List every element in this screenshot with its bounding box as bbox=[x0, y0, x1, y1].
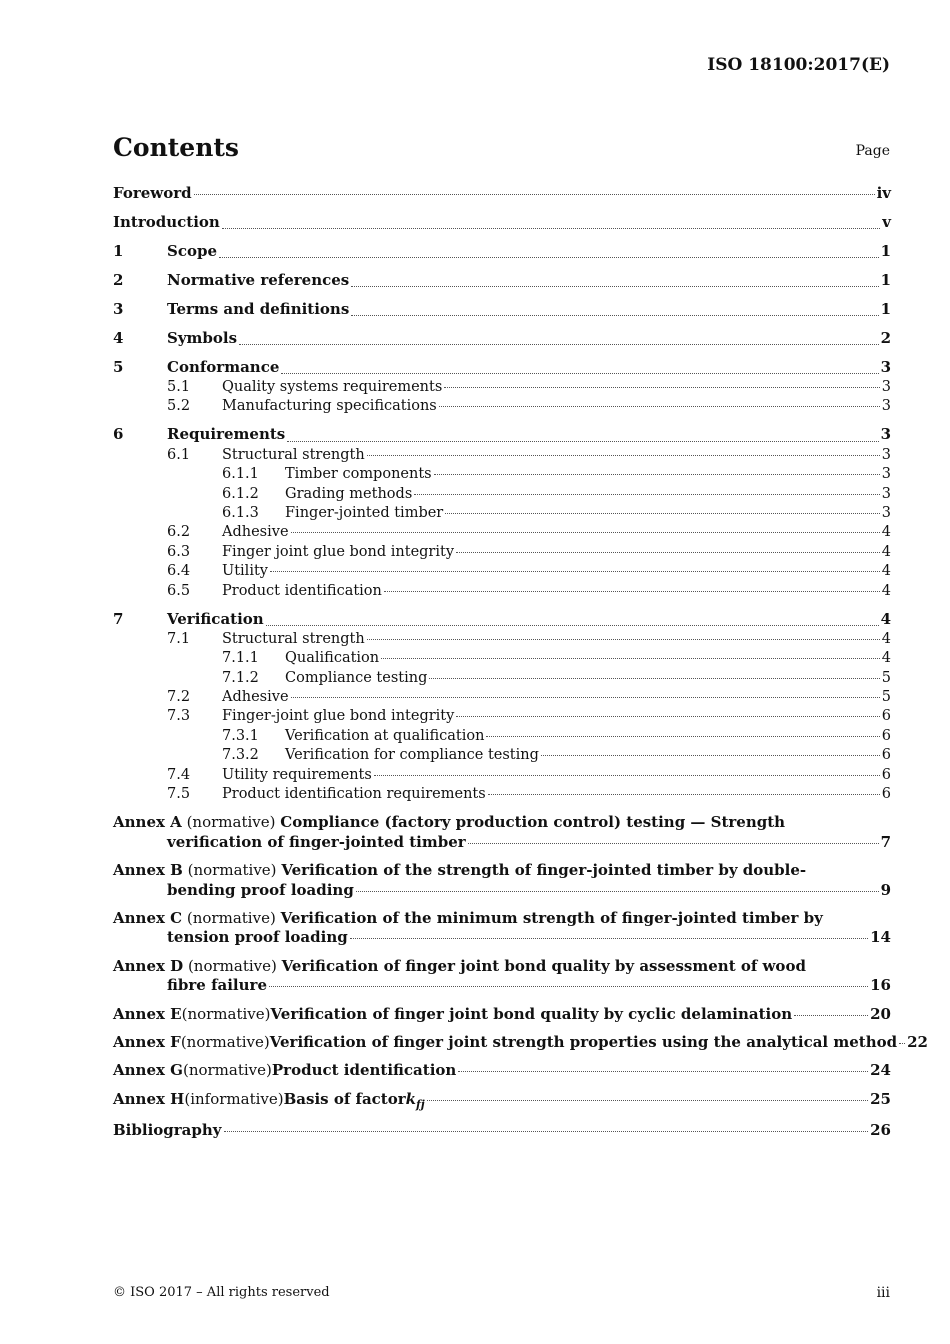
annex-label: Annex D bbox=[113, 956, 184, 975]
toc-entry[interactable] bbox=[113, 465, 891, 484]
toc-entry-page: 3 bbox=[880, 425, 891, 444]
toc-entry-page: 3 bbox=[881, 379, 891, 395]
toc-entry-page: 4 bbox=[881, 582, 891, 599]
dot-leader bbox=[281, 373, 878, 374]
toc-entry-title: Verification for compliance testing bbox=[285, 747, 539, 764]
toc-annexes bbox=[113, 813, 928, 1114]
toc-entry-page: 6 bbox=[881, 786, 891, 803]
dot-leader bbox=[374, 775, 880, 776]
toc-entry-title: Verification at qualification bbox=[285, 727, 485, 744]
toc-entry-number: 7 bbox=[113, 609, 124, 628]
toc-entry-number: 7.2 bbox=[167, 689, 191, 706]
toc-entry-title: Introduction bbox=[113, 212, 220, 231]
annex-title: verification of finger-jointed timber bbox=[167, 832, 466, 851]
toc-entry-bibliography[interactable] bbox=[113, 1121, 891, 1140]
dot-leader bbox=[458, 1071, 868, 1072]
annex-label: Annex H bbox=[113, 1089, 185, 1108]
toc-entry-page: 3 bbox=[880, 357, 891, 376]
toc-entry-title: Compliance testing bbox=[285, 669, 428, 686]
toc-entry[interactable] bbox=[113, 785, 891, 804]
toc-entry-number: 7.1 bbox=[167, 630, 191, 647]
toc-entry[interactable] bbox=[113, 397, 891, 416]
annex-title: bending proof loading bbox=[167, 880, 354, 899]
toc-entry-title: Adhesive bbox=[222, 524, 289, 541]
toc-entry-number: 6.1.3 bbox=[222, 504, 259, 521]
toc-entry-number: 5 bbox=[113, 357, 124, 376]
toc-entry-page: 3 bbox=[881, 485, 891, 502]
toc-entry[interactable] bbox=[113, 320, 891, 349]
annex-label: Annex C bbox=[113, 909, 183, 928]
dot-leader bbox=[350, 938, 868, 939]
factor-symbol-subscript: fj bbox=[416, 1097, 425, 1111]
toc-entry-page: 3 bbox=[881, 504, 891, 521]
factor-symbol bbox=[406, 1090, 425, 1114]
dot-leader bbox=[381, 658, 880, 659]
toc-entry-title: Conformance bbox=[167, 357, 280, 376]
toc-entry-title: Finger-jointed timber bbox=[285, 504, 444, 521]
toc-entry-title: Terms and definitions bbox=[167, 299, 350, 318]
toc-entry-number: 6.4 bbox=[167, 563, 191, 580]
dot-leader bbox=[439, 406, 880, 407]
toc-entry[interactable] bbox=[113, 378, 891, 397]
copyright-notice: © ISO 2017 – All rights reserved bbox=[113, 1285, 330, 1300]
annex-title: tension proof loading bbox=[167, 928, 348, 947]
annex-label: Annex G bbox=[113, 1061, 183, 1080]
toc-entry-number: 6.1 bbox=[167, 446, 191, 463]
toc-entry-number: 6.1.2 bbox=[222, 485, 259, 502]
annex-title-line1: Verification of the minimum strength of finger-jointed timber by bbox=[280, 909, 823, 928]
toc-entries bbox=[113, 184, 891, 804]
toc-entry-annex[interactable] bbox=[113, 813, 891, 852]
annex-label: Annex F bbox=[113, 1033, 181, 1052]
toc-entry-page: 5 bbox=[881, 689, 891, 706]
annex-type: (normative) bbox=[186, 909, 276, 928]
toc-entry-annex[interactable] bbox=[113, 1061, 891, 1080]
annex-type: (normative) bbox=[182, 1061, 272, 1080]
toc-entry-title: Utility bbox=[222, 563, 268, 580]
toc-entry-page: 4 bbox=[881, 524, 891, 541]
page-number: iii bbox=[876, 1285, 890, 1301]
dot-leader bbox=[219, 257, 879, 258]
toc-entry-title: Foreword bbox=[113, 184, 192, 202]
annex-title: Verification of finger joint strength properties using the analytical method bbox=[269, 1033, 898, 1052]
dot-leader bbox=[429, 678, 879, 679]
toc-entry-title: Scope bbox=[167, 241, 218, 260]
toc-entry-title: Manufacturing specifications bbox=[222, 398, 437, 415]
annex-type: (informative) bbox=[184, 1089, 284, 1108]
toc-entry-title: Utility requirements bbox=[222, 766, 372, 783]
dot-leader bbox=[351, 315, 878, 316]
dot-leader bbox=[427, 1100, 868, 1101]
toc-entry-page: 26 bbox=[870, 1121, 891, 1140]
toc-entry-number: 7.3 bbox=[167, 708, 191, 725]
dot-leader bbox=[488, 794, 880, 795]
toc-entry[interactable] bbox=[113, 184, 891, 204]
toc-entry[interactable] bbox=[113, 262, 891, 291]
dot-leader bbox=[287, 441, 878, 442]
dot-leader bbox=[541, 755, 880, 756]
toc-entry-title: Timber components bbox=[285, 466, 432, 483]
annex-type: (normative) bbox=[181, 1004, 271, 1023]
toc-entry[interactable] bbox=[113, 562, 891, 581]
dot-leader bbox=[239, 344, 879, 345]
dot-leader bbox=[384, 591, 880, 592]
annex-title-line1: Verification of finger joint bond quality by assessment of wood bbox=[281, 956, 806, 975]
toc-entry-title: Bibliography bbox=[113, 1121, 222, 1140]
toc-entry[interactable] bbox=[113, 669, 891, 688]
toc-entry[interactable] bbox=[113, 707, 891, 726]
dot-leader bbox=[434, 474, 880, 475]
annex-title-line1: Verification of the strength of finger-jointed timber by double- bbox=[281, 861, 807, 880]
toc-entry[interactable] bbox=[113, 649, 891, 668]
toc-entry[interactable] bbox=[113, 417, 891, 446]
toc-entry-annex[interactable] bbox=[113, 909, 891, 948]
toc-entry-annex[interactable] bbox=[113, 861, 891, 900]
toc-entry-number: 1 bbox=[113, 241, 124, 260]
toc-entry-title: Structural strength bbox=[222, 446, 365, 463]
toc-entry-number: 7.3.1 bbox=[222, 727, 259, 744]
dot-leader bbox=[291, 532, 880, 533]
toc-entry-page: 4 bbox=[881, 563, 891, 580]
dot-leader bbox=[486, 736, 879, 737]
toc-entry-page: 1 bbox=[880, 270, 891, 289]
toc-entry[interactable] bbox=[113, 504, 891, 523]
annex-page: 14 bbox=[870, 928, 891, 947]
annex-label: Annex A bbox=[113, 813, 182, 832]
toc-entry-annex[interactable] bbox=[113, 1033, 928, 1052]
toc-entry-page: 1 bbox=[880, 299, 891, 318]
dot-leader bbox=[194, 194, 875, 195]
toc-entry-number: 2 bbox=[113, 270, 124, 289]
toc-entry-number: 6.1.1 bbox=[222, 466, 259, 483]
toc-entry-title: Symbols bbox=[167, 328, 238, 347]
dot-leader bbox=[456, 552, 880, 553]
toc-entry-title: Qualification bbox=[285, 650, 380, 667]
document-id: ISO 18100:2017(E) bbox=[707, 55, 890, 75]
annex-label: Annex B bbox=[113, 861, 183, 880]
toc-entry-number: 7.5 bbox=[167, 786, 191, 803]
annex-page: 24 bbox=[870, 1061, 891, 1080]
toc-entry-number: 7.1.1 bbox=[222, 650, 259, 667]
toc-entry-page: 2 bbox=[880, 328, 891, 347]
annex-title: Product identification bbox=[271, 1061, 457, 1080]
toc-entry-page: iv bbox=[876, 184, 891, 202]
annex-label: Annex E bbox=[113, 1004, 182, 1023]
toc-entry[interactable] bbox=[113, 543, 891, 562]
toc-entry-annex[interactable] bbox=[113, 957, 891, 996]
toc-entry-title: Product identification requirements bbox=[222, 786, 486, 803]
annex-type: (normative) bbox=[180, 1033, 270, 1052]
toc-entry-page: 4 bbox=[881, 630, 891, 647]
toc-entry[interactable] bbox=[113, 485, 891, 504]
annex-title: Basis of factor bbox=[283, 1089, 406, 1108]
toc-entry-number: 6.3 bbox=[167, 543, 191, 560]
toc-entry-number: 4 bbox=[113, 328, 124, 347]
toc-entry-title: Normative references bbox=[167, 270, 350, 289]
annex-page: 16 bbox=[870, 976, 891, 995]
toc-entry-annex[interactable] bbox=[113, 1090, 891, 1114]
toc-entry-page: 4 bbox=[880, 609, 891, 628]
annex-page: 20 bbox=[870, 1004, 891, 1023]
toc-entry-page: 4 bbox=[881, 543, 891, 560]
factor-symbol-main: k bbox=[405, 1089, 417, 1108]
toc-entry-title: Grading methods bbox=[285, 485, 413, 502]
dot-leader bbox=[356, 891, 879, 892]
toc-entry[interactable] bbox=[113, 523, 891, 542]
toc-entry[interactable] bbox=[113, 601, 891, 630]
toc-entry-page: 3 bbox=[881, 446, 891, 463]
toc-entry-number: 5.1 bbox=[167, 379, 191, 395]
toc-entry-page: 3 bbox=[881, 398, 891, 415]
dot-leader bbox=[468, 843, 879, 844]
toc-entry-title: Adhesive bbox=[222, 689, 289, 706]
annex-type: (normative) bbox=[186, 813, 276, 832]
toc-entry[interactable] bbox=[113, 349, 891, 378]
toc-entry-title: Finger-joint glue bond integrity bbox=[222, 708, 455, 725]
toc-entry-page: 6 bbox=[881, 727, 891, 744]
dot-leader bbox=[266, 625, 879, 626]
page-title: Contents bbox=[113, 133, 240, 162]
annex-page: 7 bbox=[880, 832, 891, 851]
dot-leader bbox=[351, 286, 878, 287]
dot-leader bbox=[224, 1131, 869, 1132]
toc-entry-annex[interactable] bbox=[113, 1005, 891, 1024]
toc-entry-number: 7.4 bbox=[167, 766, 191, 783]
toc-entry-number: 7.3.2 bbox=[222, 747, 259, 764]
page-column-label: Page bbox=[855, 143, 890, 159]
toc-entry-page: 6 bbox=[881, 747, 891, 764]
annex-type: (normative) bbox=[187, 956, 277, 975]
dot-leader bbox=[270, 571, 880, 572]
toc-entry-title: Verification bbox=[167, 609, 264, 628]
toc-entry[interactable] bbox=[113, 204, 891, 233]
dot-leader bbox=[794, 1015, 868, 1016]
dot-leader bbox=[367, 455, 880, 456]
annex-type: (normative) bbox=[187, 861, 277, 880]
table-of-contents bbox=[113, 184, 928, 1141]
dot-leader bbox=[444, 387, 879, 388]
toc-entry-page: 4 bbox=[881, 650, 891, 667]
toc-entry[interactable] bbox=[113, 766, 891, 785]
dot-leader bbox=[291, 697, 880, 698]
dot-leader bbox=[222, 228, 880, 229]
toc-entry[interactable] bbox=[113, 291, 891, 320]
dot-leader bbox=[367, 639, 880, 640]
toc-entry-page: 6 bbox=[881, 766, 891, 783]
annex-page: 9 bbox=[880, 880, 891, 899]
toc-entry-page: 6 bbox=[881, 708, 891, 725]
dot-leader bbox=[414, 494, 880, 495]
toc-entry-number: 6.5 bbox=[167, 582, 191, 599]
toc-entry-page: 1 bbox=[880, 241, 891, 260]
dot-leader bbox=[269, 986, 868, 987]
dot-leader bbox=[899, 1043, 905, 1044]
toc-entry[interactable] bbox=[113, 688, 891, 707]
annex-page: 22 bbox=[907, 1033, 928, 1052]
toc-entry[interactable] bbox=[113, 233, 891, 262]
toc-entry[interactable] bbox=[113, 582, 891, 601]
annex-page: 25 bbox=[870, 1089, 891, 1108]
annex-title: fibre failure bbox=[167, 976, 267, 995]
toc-entry[interactable] bbox=[113, 446, 891, 465]
toc-entry-number: 6 bbox=[113, 425, 124, 444]
toc-entry[interactable] bbox=[113, 746, 891, 765]
toc-entry-page: 5 bbox=[881, 669, 891, 686]
toc-entry-title: Finger joint glue bond integrity bbox=[222, 543, 455, 560]
dot-leader bbox=[445, 513, 880, 514]
toc-entry-title: Product identification bbox=[222, 582, 382, 599]
annex-title-line1: Compliance (factory production control) testing — Strength bbox=[280, 813, 786, 832]
toc-entry-page: v bbox=[882, 212, 891, 231]
toc-entry-title: Quality systems requirements bbox=[222, 379, 443, 395]
toc-entry-page: 3 bbox=[881, 466, 891, 483]
toc-entry[interactable] bbox=[113, 630, 891, 649]
toc-entry-number: 6.2 bbox=[167, 524, 191, 541]
dot-leader bbox=[456, 716, 879, 717]
toc-entry-title: Requirements bbox=[167, 425, 286, 444]
toc-entry[interactable] bbox=[113, 727, 891, 746]
toc-entry-number: 5.2 bbox=[167, 398, 191, 415]
toc-entry-number: 7.1.2 bbox=[222, 669, 259, 686]
toc-entry-title: Structural strength bbox=[222, 630, 365, 647]
toc-entry-number: 3 bbox=[113, 299, 124, 318]
annex-title: Verification of finger joint bond quality by cyclic delamination bbox=[270, 1004, 793, 1023]
